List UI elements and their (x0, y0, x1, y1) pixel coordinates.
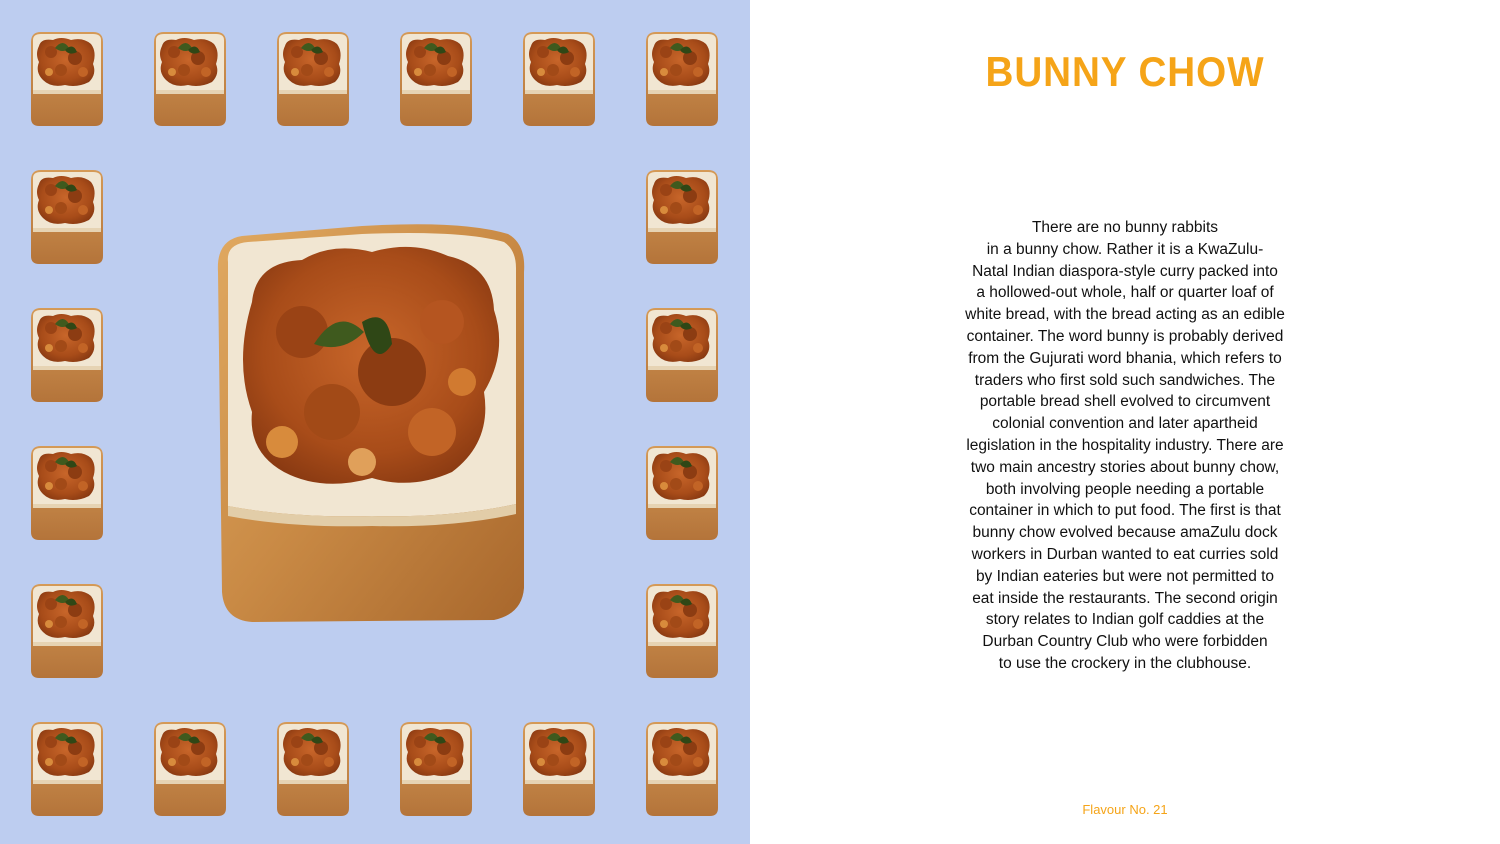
body-line: workers in Durban wanted to eat curries sold (971, 545, 1279, 563)
body-line: two main ancestry stories about bunny chow, (970, 458, 1280, 476)
bunny-chow-thumbnail (27, 28, 107, 128)
bunny-chow-thumbnail (642, 442, 722, 542)
body-line: from the Gujurati word bhania, which refers to (968, 349, 1282, 367)
bunny-chow-thumbnail (150, 28, 230, 128)
body-line: There are no bunny rabbits (1031, 219, 1219, 236)
bunny-chow-thumbnail (642, 304, 722, 404)
bunny-chow-thumbnail (27, 718, 107, 818)
body-line: both involving people needing a portable (985, 480, 1265, 498)
body-line: by Indian eateries but were not permitted to (975, 567, 1275, 585)
body-line: a hollowed-out whole, half or quarter loaf of (976, 284, 1274, 302)
body-paragraph (930, 217, 1320, 675)
bunny-chow-thumbnail (642, 166, 722, 266)
body-line: in a bunny chow. Rather it is a KwaZulu- (986, 240, 1264, 258)
page-title: BUNNY CHOW (985, 48, 1265, 95)
body-line: Natal Indian diaspora-style curry packed into (972, 262, 1278, 280)
bunny-chow-thumbnail (27, 304, 107, 404)
body-line: portable bread shell evolved to circumvent (979, 393, 1271, 411)
body-line: legislation in the hospitality industry. There are (966, 436, 1284, 454)
body-line: container in which to put food. The first is that (969, 502, 1281, 520)
body-line: Durban Country Club who were forbidden (982, 633, 1268, 651)
bunny-chow-thumbnail (396, 28, 476, 128)
body-line: eat inside the restaurants. The second origin (972, 589, 1278, 607)
body-line: to use the crockery in the clubhouse. (998, 654, 1252, 672)
bunny-chow-thumbnail (642, 580, 722, 680)
bunny-chow-thumbnail (642, 28, 722, 128)
body-line: story relates to Indian golf caddies at the (985, 611, 1265, 629)
bunny-chow-thumbnail (27, 442, 107, 542)
text-page (750, 0, 1500, 844)
bunny-chow-thumbnail (642, 718, 722, 818)
bunny-chow-thumbnail (273, 28, 353, 128)
body-line: colonial convention and later apartheid (992, 415, 1258, 433)
body-line: bunny chow evolved because amaZulu dock (972, 524, 1278, 542)
bunny-chow-thumbnail (396, 718, 476, 818)
body-line: traders who first sold such sandwiches. The (974, 371, 1276, 389)
body-line: container. The word bunny is probably derived (966, 327, 1284, 345)
bunny-chow-thumbnail (519, 718, 599, 818)
bunny-chow-thumbnail (273, 718, 353, 818)
body-line: white bread, with the bread acting as an edible (965, 306, 1285, 324)
bunny-chow-thumbnail (150, 718, 230, 818)
bunny-chow-thumbnail (27, 166, 107, 266)
bunny-chow-thumbnail (519, 28, 599, 128)
bunny-chow-thumbnail (27, 580, 107, 680)
bunny-chow-hero-image (212, 222, 532, 627)
page-folio: Flavour No. 21 (1082, 802, 1168, 817)
